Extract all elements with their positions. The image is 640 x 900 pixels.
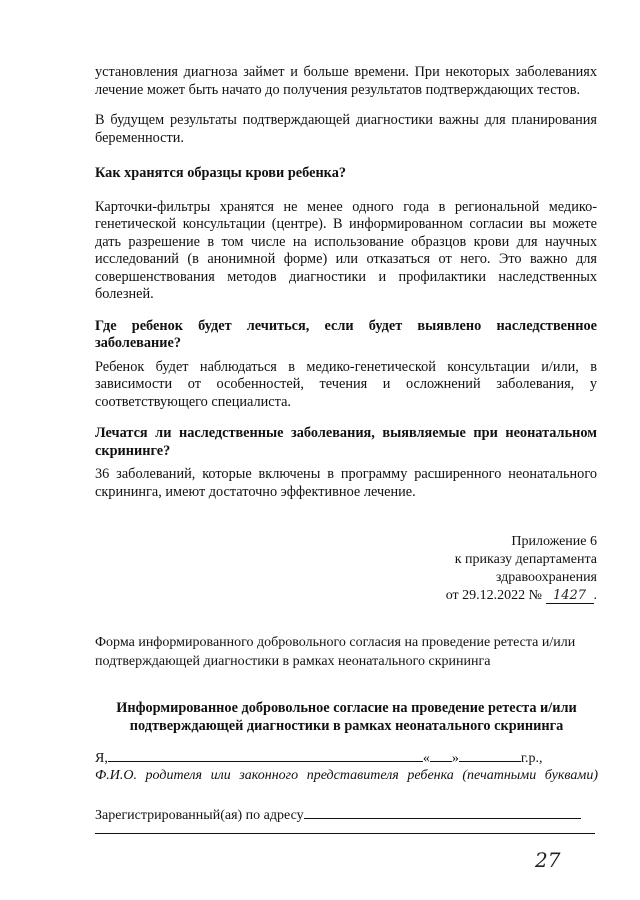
appendix-block — [337, 533, 597, 605]
appendix-title: Приложение 6 — [511, 534, 597, 549]
form-description — [95, 634, 598, 671]
year-suffix: г.р., — [520, 751, 543, 766]
paragraph-treatment-location: Ребенок будет наблюдаться в медико-генетической консультации и/или, в зависимости от особенностей, течения и осложнений заболевания, у соответствующего специалиста. — [95, 358, 597, 410]
quote-open: « — [422, 751, 430, 766]
fio-caption — [95, 767, 598, 784]
appendix-order-ref: к приказу департамента — [454, 552, 597, 567]
consent-name-line — [95, 748, 598, 768]
page-number: 27 — [535, 848, 561, 872]
ya-label: Я, — [95, 751, 108, 766]
appendix-date: от 29.12.2022 № — [445, 588, 542, 603]
address-field[interactable] — [304, 805, 581, 819]
name-field[interactable] — [108, 748, 423, 762]
document-body — [95, 64, 597, 501]
handwritten-order-number: 1427 — [546, 589, 594, 604]
paragraph-pregnancy-planning: В будущем результаты подтверждающей диагностики важны для планирования беременности. — [95, 112, 597, 146]
form-description-text: Форма информированного добровольного согласия на проведение ретеста и/или подтверждающей диагностики в рамках неонатального скрининга — [95, 635, 576, 669]
heading-treatable-diseases: Лечатся ли наследственные заболевания, выявляемые при неонатальном скрининге? — [95, 425, 597, 459]
paragraph-blood-storage: Карточки-фильтры хранятся не менее одного года в региональной медико-генетической консультации (центре). В информированном согласии вы можете дать разрешение в том числе на использование образцов крови для научных исследований (в анонимной форме) или отказаться от него. Это важно для совершенствования методов диагностики и профилактики наследственных болезней. — [95, 198, 597, 302]
quote-close: » — [451, 751, 459, 766]
paragraph-diagnosis-time: установления диагноза займет и больше времени. При некоторых заболеваниях лечение может быть начато до получения результатов подтверждающих тестов. — [95, 64, 597, 98]
address-label: Зарегистрированный(ая) по адресу — [95, 808, 304, 823]
appendix-suffix: . — [593, 588, 597, 603]
day-field[interactable] — [430, 748, 452, 762]
fio-caption-text: Ф.И.О. родителя или законного представителя ребенка (печатными буквами) — [95, 768, 598, 783]
birth-year-field[interactable] — [459, 748, 521, 762]
heading-blood-storage: Как хранятся образцы крови ребенка? — [95, 165, 346, 181]
heading-treatment-location: Где ребенок будет лечиться, если будет выявлено наследственное заболевание? — [95, 317, 597, 351]
appendix-date-line — [337, 587, 597, 605]
form-title: Информированное добровольное согласие на проведение ретеста и/или подтверждающей диагностики в рамках неонатального скрининга — [116, 700, 577, 734]
address-continuation-line[interactable] — [95, 833, 595, 834]
address-line — [95, 805, 598, 825]
appendix-department: здравоохранения — [495, 570, 597, 585]
paragraph-treatable-diseases: 36 заболеваний, которые включены в программу расширенного неонатального скрининга, имеют достаточно эффективное лечение. — [95, 466, 597, 500]
